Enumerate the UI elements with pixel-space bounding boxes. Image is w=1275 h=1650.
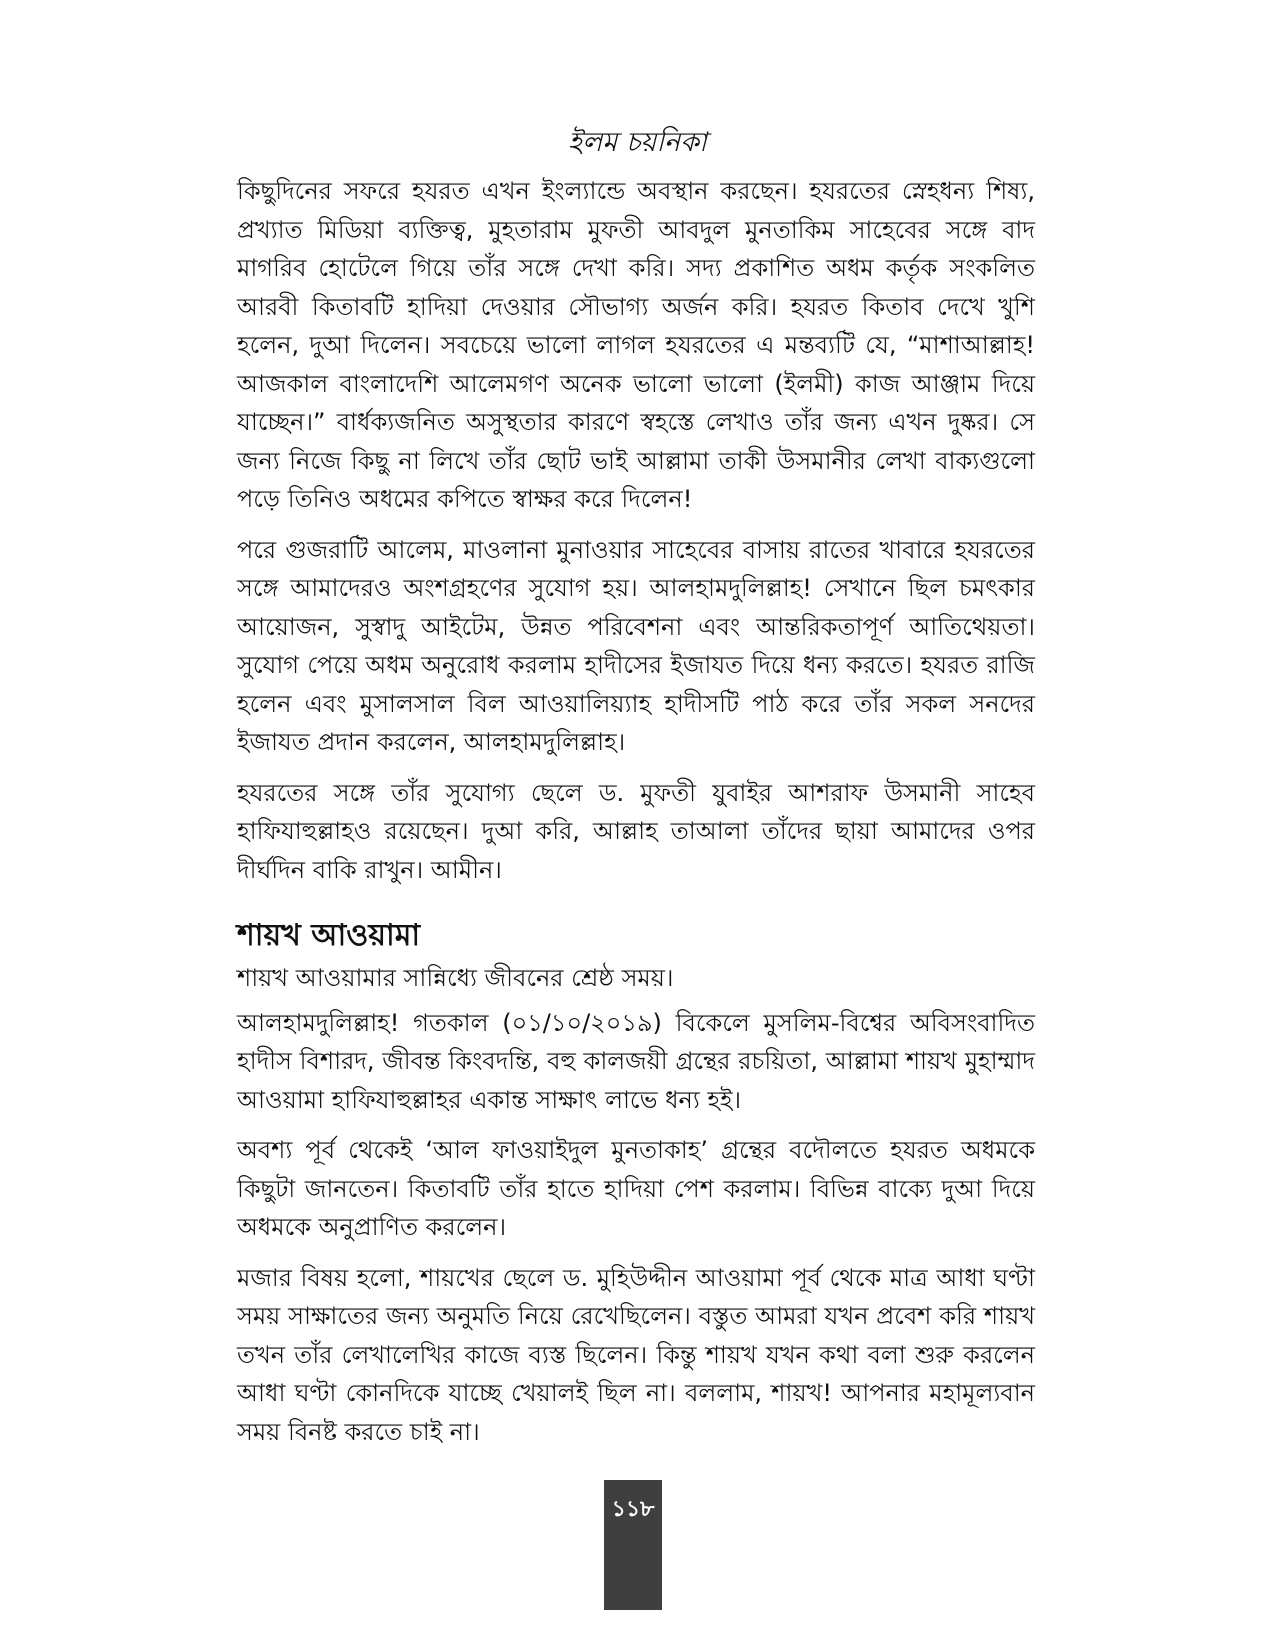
paragraph: মজার বিষয় হলো, শায়খের ছেলে ড. মুহিউদ্দীন আওয়ামা পূর্ব থেকে মাত্র আধা ঘণ্টা সময় সাক্ষাতের জন্য অনুমতি নিয়ে রেখেছিলেন। বস্তুত আমরা যখন প্রবেশ করি শায়খ তখন তাঁর লেখালেখির কাজে ব্যস্ত ছিলেন। কিন্তু শায়খ যখন কথা বলা শুরু করলেন আধা ঘণ্টা কোনদিকে যাচ্ছে খেয়ালই ছিল না। বললাম, শায়খ! আপনার মহামূল্যবান সময় বিনষ্ট করতে চাই না।	[237, 1263, 1035, 1446]
page-number-tab	[604, 1480, 662, 1610]
paragraph: কিছুদিনের সফরে হযরত এখন ইংল্যান্ডে অবস্থান করছেন। হযরতের স্নেহধন্য শিষ্য, প্রখ্যাত মিডিয়া ব্যক্তিত্ব, মুহতারাম মুফতী আবদুল মুনতাকিম সাহেবের সঙ্গে বাদ মাগরিব হোটেলে গিয়ে তাঁর সঙ্গে দেখা করি। সদ্য প্রকাশিত অধম কর্তৃক সংকলিত আরবী কিতাবটি হাদিয়া দেওয়ার সৌভাগ্য অর্জন করি। হযরত কিতাব দেখে খুশি হলেন, দুআ দিলেন। সবচেয়ে ভালো লাগল হযরতের এ মন্তব্যটি যে, “মাশাআল্লাহ! আজকাল বাংলাদেশি আলেমগণ অনেক ভালো ভালো (ইলমী) কাজ আঞ্জাম দিয়ে যাচ্ছেন।” বার্ধক্যজনিত অসুস্থতার কারণে স্বহস্তে লেখাও তাঁর জন্য এখন দুষ্কর। সে জন্য নিজে কিছু না লিখে তাঁর ছোট ভাই আল্লামা তাকী উসমানীর লেখা বাক্যগুলো পড়ে তিনিও অধমের কপিতে স্বাক্ষর করে দিলেন!	[237, 177, 1035, 513]
paragraph: অবশ্য পূর্ব থেকেই ‘আল ফাওয়াইদুল মুনতাকাহ’ গ্রন্থের বদৌলতে হযরত অধমকে কিছুটা জানতেন। কিতাবটি তাঁর হাতে হাদিয়া পেশ করলাম। বিভিন্ন বাক্যে দুআ দিয়ে অধমকে অনুপ্রাণিত করলেন।	[237, 1136, 1035, 1241]
paragraph: আলহামদুলিল্লাহ! গতকাল (০১/১০/২০১৯) বিকেলে মুসলিম-বিশ্বের অবিসংবাদিত হাদীস বিশারদ, জীবন্ত কিংবদন্তি, বহু কালজয়ী গ্রন্থের রচয়িতা, আল্লামা শায়খ মুহাম্মাদ আওয়ামা হাফিযাহুল্লাহর একান্ত সাক্ষাৎ লাভে ধন্য হই।	[237, 1008, 1035, 1114]
section-heading: শায়খ আওয়ামা	[237, 918, 421, 953]
section-subtitle: শায়খ আওয়ামার সান্নিধ্যে জীবনের শ্রেষ্ঠ সময়।	[237, 964, 674, 992]
page-body	[237, 172, 1035, 1463]
page-number: ১১৮	[611, 1497, 655, 1522]
running-header: ইলম চয়নিকা	[568, 127, 707, 158]
paragraph: হযরতের সঙ্গে তাঁর সুযোগ্য ছেলে ড. মুফতী যুবাইর আশরাফ উসমানী সাহেব হাফিযাহুল্লাহও রয়েছেন। দুআ করি, আল্লাহ তাআলা তাঁদের ছায়া আমাদের ওপর দীর্ঘদিন বাকি রাখুন। আমীন।	[237, 778, 1035, 884]
paragraph: পরে গুজরাটি আলেম, মাওলানা মুনাওয়ার সাহেবের বাসায় রাতের খাবারে হযরতের সঙ্গে আমাদেরও অংশগ্রহণের সুযোগ হয়। আলহামদুলিল্লাহ! সেখানে ছিল চমৎকার আয়োজন, সুস্বাদু আইটেম, উন্নত পরিবেশনা এবং আন্তরিকতাপূর্ণ আতিথেয়তা। সুযোগ পেয়ে অধম অনুরোধ করলাম হাদীসের ইজাযত দিয়ে ধন্য করতে। হযরত রাজি হলেন এবং মুসালসাল বিল আওয়ালিয়্যাহ হাদীসটি পাঠ করে তাঁর সকল সনদের ইজাযত প্রদান করলেন, আলহামদুলিল্লাহ।	[237, 535, 1035, 756]
